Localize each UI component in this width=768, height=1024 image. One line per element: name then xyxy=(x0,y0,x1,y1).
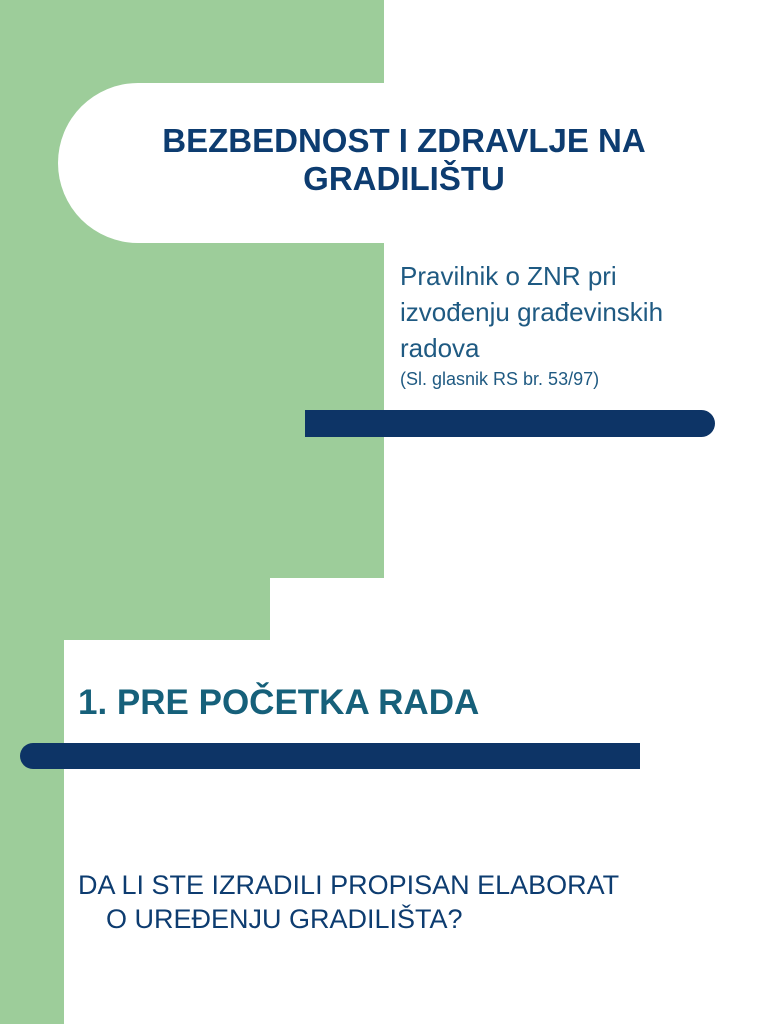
slide2-heading: 1. PRE POČETKA RADA xyxy=(78,683,480,722)
subtitle-reference: (Sl. glasnik RS br. 53/97) xyxy=(400,369,600,389)
slide1-title: BEZBEDNOST I ZDRAVLJE NA GRADILIŠTU xyxy=(162,122,646,197)
question-line-1: DA LI STE IZRADILI PROPISAN ELABORAT xyxy=(78,870,620,900)
slide2-question xyxy=(78,868,718,936)
question-line-2: O UREĐENJU GRADILIŠTA? xyxy=(106,904,463,934)
slide2-divider-bar xyxy=(20,743,640,769)
slide2-green-top xyxy=(0,578,270,640)
subtitle-line-2: izvođenju građevinskih xyxy=(400,297,664,327)
subtitle-line-3: radova xyxy=(400,333,480,363)
subtitle-line-1: Pravilnik o ZNR pri xyxy=(400,261,617,291)
slide2-green-side xyxy=(0,640,64,1024)
slide2-rounded-corner xyxy=(64,640,94,670)
slide1-subtitle xyxy=(400,258,760,392)
slide1-divider-bar xyxy=(305,410,715,437)
